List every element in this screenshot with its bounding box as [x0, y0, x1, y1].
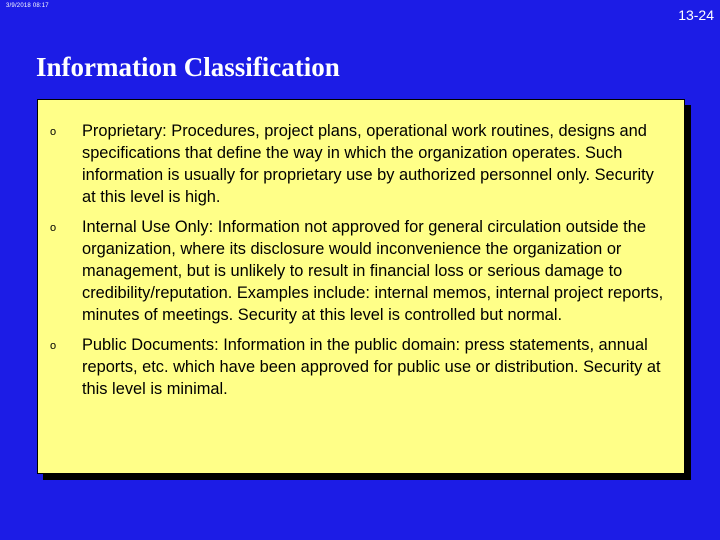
bullet-marker-icon: o	[50, 222, 57, 234]
bullet-text: Internal Use Only: Information not approved for general circulation outside the organization, where its disclosure would inconvenience the organization or management, but is unlikely to result in financial loss or serious damage to credibility/reputation. Examples include: internal memos, internal project reports, minutes of meetings. Security at this level is controlled but normal.	[82, 218, 664, 324]
bullet-list	[38, 120, 684, 408]
bullet-text: Public Documents: Information in the public domain: press statements, annual reports, etc. which have been approved for public use or distribution. Security at this level is minimal.	[82, 336, 661, 398]
slide-timestamp: 3/9/2018 08:17	[6, 3, 49, 9]
bullet-text: Proprietary: Procedures, project plans, operational work routines, designs and specifications that define the way in which the organization operates. Such information is usually for proprietary use by authorized personnel only. Security at this level is high.	[82, 122, 654, 206]
bullet-item-internal-use	[38, 216, 684, 326]
bullet-marker-icon: o	[50, 126, 57, 138]
slide-title: Information Classification	[36, 52, 340, 82]
content-box	[37, 99, 685, 474]
bullet-marker-icon: o	[50, 340, 57, 352]
slide-number: 13-24	[678, 7, 714, 23]
bullet-item-public-documents	[38, 334, 684, 400]
bullet-item-proprietary	[38, 120, 684, 208]
